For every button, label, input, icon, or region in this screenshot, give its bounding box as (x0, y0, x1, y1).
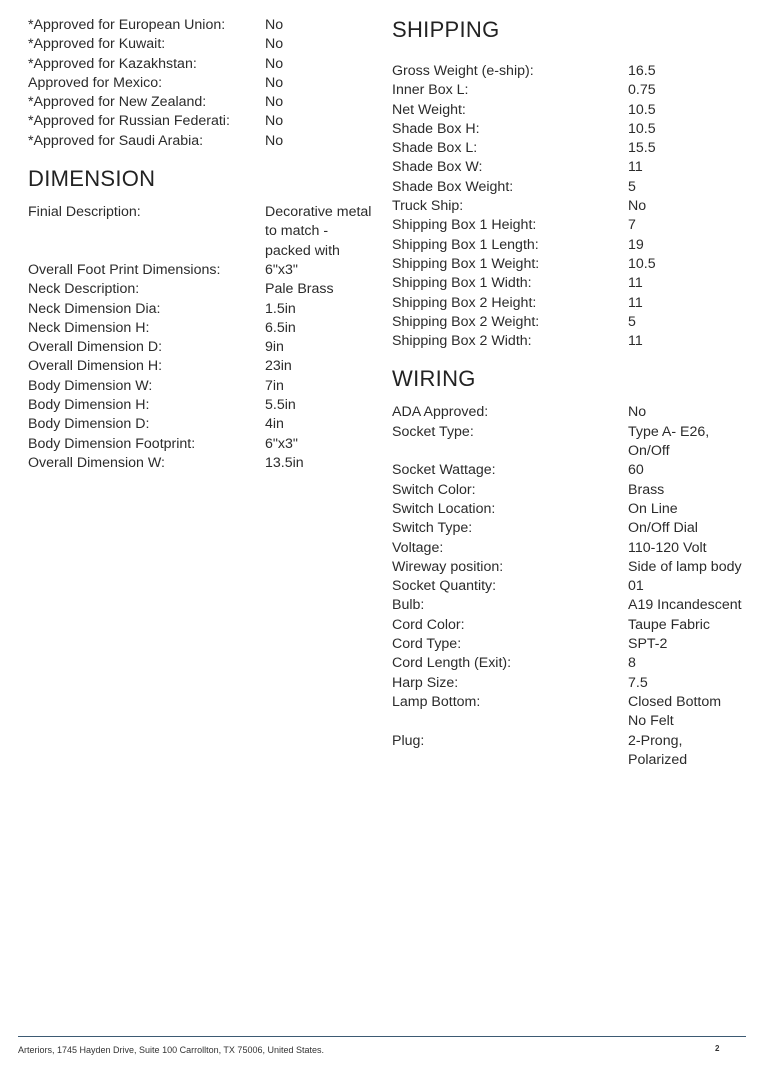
spec-row (392, 158, 752, 177)
spec-label: Plug: (392, 732, 425, 749)
spec-label: Socket Quantity: (392, 578, 497, 595)
spec-row (392, 216, 752, 235)
spec-value: Type A- E26, On/Off (628, 423, 710, 460)
spec-row (28, 319, 378, 338)
spec-value: 4in (265, 416, 284, 433)
dimension-list (28, 203, 378, 473)
spec-value: On/Off Dial (628, 520, 698, 537)
spec-label: ADA Approved: (392, 404, 489, 421)
spec-row (392, 654, 752, 673)
spec-label: Overall Dimension H: (28, 358, 163, 375)
spec-value: No (628, 198, 647, 215)
spec-row (28, 435, 378, 454)
spec-value: A19 Incandescent (628, 597, 742, 614)
spec-label: *Approved for European Union: (28, 17, 226, 33)
spec-label: Overall Dimension D: (28, 339, 163, 356)
spec-value: 11 (628, 159, 643, 176)
spec-row (392, 423, 752, 462)
spec-row (392, 197, 752, 216)
spec-label: Shade Box Weight: (392, 178, 514, 195)
spec-row (28, 261, 378, 280)
spec-row (28, 74, 378, 93)
spec-label: Finial Description: (28, 204, 141, 221)
spec-value: Decorative metal to match - packed with (265, 204, 372, 259)
spec-label: Overall Foot Print Dimensions: (28, 261, 221, 278)
spec-row (392, 539, 752, 558)
spec-value: No (265, 74, 284, 91)
spec-row (392, 596, 752, 615)
spec-label: Body Dimension W: (28, 377, 153, 394)
spec-value: 5.5in (265, 397, 296, 414)
spec-label: Neck Dimension H: (28, 319, 150, 336)
spec-value: 9in (265, 339, 284, 356)
spec-value: 19 (628, 236, 644, 253)
spec-row (392, 693, 752, 732)
spec-label: Shipping Box 2 Height: (392, 294, 537, 311)
right-column (392, 16, 752, 770)
spec-value: 6"x3" (265, 435, 298, 452)
spec-label: Lamp Bottom: (392, 693, 481, 710)
spec-row (392, 616, 752, 635)
spec-row (392, 236, 752, 255)
wiring-list (392, 403, 752, 770)
spec-value: No (265, 17, 284, 33)
spec-row (392, 500, 752, 519)
page-number: 2 (715, 1044, 720, 1053)
spec-label: Shipping Box 1 Length: (392, 236, 539, 253)
spec-label: Inner Box L: (392, 82, 469, 99)
spec-value: 2-Prong, Polarized (628, 732, 688, 768)
spec-value: 6.5in (265, 319, 296, 336)
spec-row (28, 454, 378, 473)
spec-value: 0.75 (628, 82, 656, 99)
spec-row (392, 120, 752, 139)
spec-label: Shipping Box 1 Width: (392, 275, 532, 292)
spec-value: 10.5 (628, 255, 656, 272)
spec-value: Pale Brass (265, 281, 334, 298)
spec-value: 16.5 (628, 63, 656, 79)
spec-value: 15.5 (628, 140, 656, 157)
spec-value: 7 (628, 217, 636, 234)
spec-value: No (265, 132, 284, 149)
spec-label: Socket Wattage: (392, 462, 496, 479)
spec-value: 8 (628, 655, 636, 672)
spec-row (28, 35, 378, 54)
spec-label: Neck Description: (28, 281, 140, 298)
spec-label: Net Weight: (392, 101, 466, 118)
spec-label: Shipping Box 1 Weight: (392, 255, 540, 272)
footer-address: Arteriors, 1745 Hayden Drive, Suite 100 Carrollton, TX 75006, United States. (18, 1045, 324, 1055)
spec-row (28, 280, 378, 299)
spec-row (28, 357, 378, 376)
spec-value: 10.5 (628, 101, 656, 118)
spec-row (28, 300, 378, 319)
spec-label: Switch Color: (392, 481, 476, 498)
spec-row (392, 674, 752, 693)
spec-label: Cord Length (Exit): (392, 655, 512, 672)
spec-row (28, 203, 378, 261)
spec-row (392, 101, 752, 120)
spec-row (28, 55, 378, 74)
spec-label: Cord Color: (392, 616, 465, 633)
spec-row (28, 396, 378, 415)
spec-label: Approved for Mexico: (28, 74, 163, 91)
spec-label: Overall Dimension W: (28, 454, 165, 471)
spec-value: 01 (628, 578, 644, 595)
spec-value: 5 (628, 178, 636, 195)
spec-row (392, 577, 752, 596)
spec-value: Closed Bottom No Felt (628, 693, 722, 730)
spec-value: No (265, 94, 284, 111)
spec-value: 1.5in (265, 300, 296, 317)
spec-label: Harp Size: (392, 674, 459, 691)
spec-value: 11 (628, 275, 643, 292)
spec-row (392, 139, 752, 158)
spec-value: 110-120 Volt (628, 539, 707, 556)
spec-value: 5 (628, 313, 636, 330)
spec-label: *Approved for Kazakhstan: (28, 55, 197, 72)
left-column (28, 16, 378, 473)
spec-label: Gross Weight (e-ship): (392, 63, 534, 79)
spec-label: Shade Box H: (392, 120, 480, 137)
spec-label: Shipping Box 2 Width: (392, 333, 532, 350)
spec-label: *Approved for New Zealand: (28, 94, 207, 111)
spec-value: 6"x3" (265, 261, 298, 278)
spec-row (392, 178, 752, 197)
spec-row (392, 481, 752, 500)
spec-row (392, 81, 752, 100)
spec-row (392, 635, 752, 654)
spec-row (392, 62, 752, 81)
spec-row (28, 415, 378, 434)
spec-label: *Approved for Saudi Arabia: (28, 132, 204, 149)
spec-label: Shade Box L: (392, 140, 478, 157)
spec-value: 23in (265, 358, 292, 375)
spec-label: Shipping Box 1 Height: (392, 217, 537, 234)
spec-row (28, 93, 378, 112)
spec-label: Bulb: (392, 597, 425, 614)
spec-row (28, 16, 378, 35)
spec-row (392, 294, 752, 313)
spec-value: 7.5 (628, 674, 648, 691)
spec-value: 11 (628, 294, 643, 311)
spec-value: No (628, 404, 647, 421)
spec-label: *Approved for Kuwait: (28, 36, 166, 53)
spec-value: 60 (628, 462, 644, 479)
spec-value: 13.5in (265, 454, 304, 471)
dimension-heading: DIMENSION (28, 166, 156, 192)
spec-label: Wireway position: (392, 558, 504, 575)
spec-value: Taupe Fabric (628, 616, 711, 633)
spec-label: Truck Ship: (392, 198, 464, 215)
spec-value: 7in (265, 377, 284, 394)
shipping-list (392, 62, 752, 351)
spec-row (392, 255, 752, 274)
spec-value: 10.5 (628, 120, 656, 137)
approvals-list (28, 16, 378, 151)
spec-label: Socket Type: (392, 423, 474, 440)
spec-label: Cord Type: (392, 636, 462, 653)
spec-row (392, 461, 752, 480)
spec-label: Shade Box W: (392, 159, 483, 176)
spec-value: No (265, 36, 284, 53)
wiring-heading: WIRING (392, 366, 476, 392)
spec-row (392, 274, 752, 293)
spec-value: SPT-2 (628, 636, 668, 653)
spec-label: Shipping Box 2 Weight: (392, 313, 540, 330)
spec-label: Body Dimension H: (28, 397, 150, 414)
spec-row (392, 519, 752, 538)
spec-value: Brass (628, 481, 665, 498)
spec-value: 11 (628, 333, 643, 350)
spec-row (392, 332, 752, 351)
spec-label: Body Dimension Footprint: (28, 435, 196, 452)
spec-label: Body Dimension D: (28, 416, 150, 433)
footer-divider (18, 1036, 746, 1037)
spec-value: No (265, 55, 284, 72)
spec-row (392, 403, 752, 422)
spec-label: *Approved for Russian Federati: (28, 113, 230, 130)
spec-row (392, 558, 752, 577)
spec-value: Side of lamp body (628, 558, 742, 575)
spec-value: No (265, 113, 284, 130)
spec-label: Neck Dimension Dia: (28, 300, 161, 317)
spec-row (28, 112, 378, 131)
spec-label: Switch Location: (392, 500, 496, 517)
spec-value: On Line (628, 500, 678, 517)
spec-row (392, 313, 752, 332)
spec-row (28, 338, 378, 357)
spec-row (392, 732, 752, 771)
spec-row (28, 377, 378, 396)
spec-label: Switch Type: (392, 520, 473, 537)
spec-row (28, 132, 378, 151)
shipping-heading: SHIPPING (392, 17, 500, 42)
spec-label: Voltage: (392, 539, 444, 556)
